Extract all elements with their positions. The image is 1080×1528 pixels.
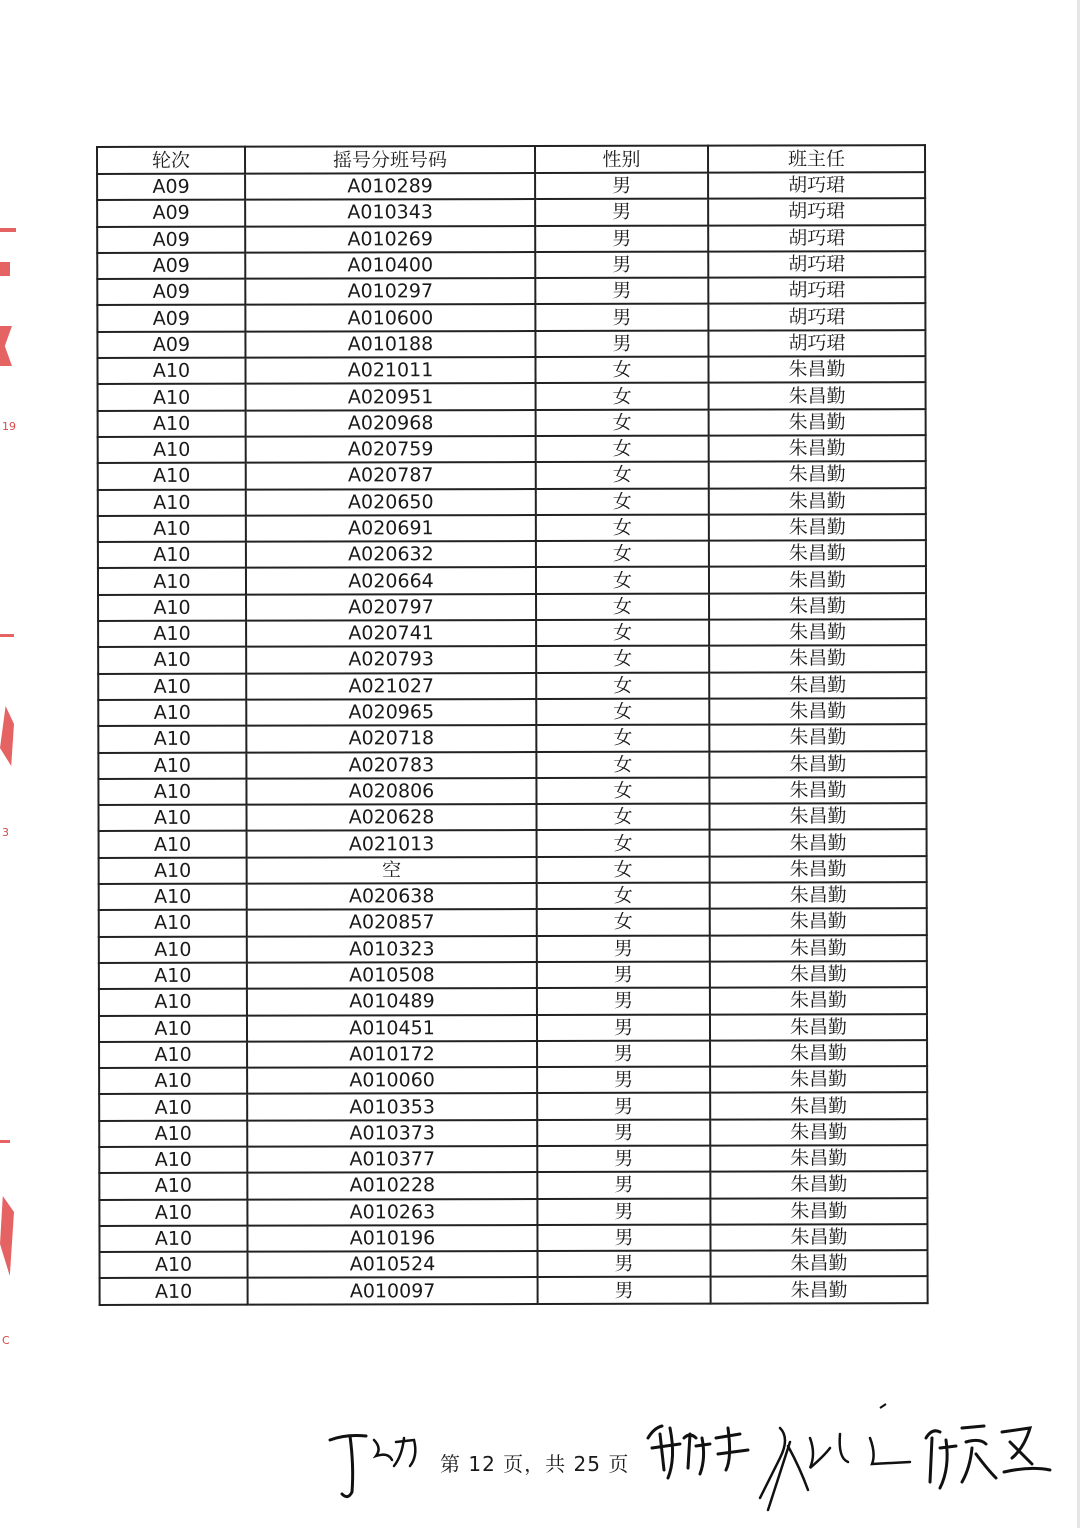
cell-round: A09 [97,226,245,253]
cell-round: A09 [97,174,245,201]
header-head-teacher: 班主任 [708,145,925,172]
table-row [99,908,927,936]
table-row [97,304,925,332]
cell-gender: 男 [537,1224,710,1251]
table-row [98,593,926,621]
cell-lottery-number: A010323 [247,936,537,963]
cell-head-teacher: 朱昌勤 [709,645,926,672]
seal-mark-text: 3 [2,826,9,839]
cell-head-teacher: 朱昌勤 [709,488,926,515]
cell-lottery-number: A020664 [246,567,536,594]
cell-gender: 男 [538,1277,711,1304]
table-row [98,698,926,726]
cell-round: A10 [99,1068,247,1095]
cell-head-teacher: 朱昌勤 [710,1171,927,1198]
cell-round: A10 [99,1120,247,1147]
cell-head-teacher: 胡巧珺 [708,277,925,304]
cell-gender: 女 [536,488,709,515]
cell-gender: 女 [535,357,708,384]
cell-lottery-number: A010489 [247,988,537,1015]
roster-table-wrapper [96,144,927,1306]
table-row [100,1250,928,1278]
cell-gender: 男 [535,199,708,226]
cell-round: A10 [98,489,246,516]
cell-gender: 女 [537,830,710,857]
cell-gender: 男 [537,988,710,1015]
table-row [98,645,926,673]
cell-head-teacher: 朱昌勤 [709,803,926,830]
page-number-footer: 第 12 页，共 25 页 [440,1452,630,1476]
cell-head-teacher: 朱昌勤 [710,1119,927,1146]
seal-fragment [0,326,12,366]
cell-head-teacher: 胡巧珺 [708,304,925,331]
cell-lottery-number: A020632 [246,541,536,568]
cell-gender: 男 [535,225,708,252]
table-row [97,330,925,358]
cell-head-teacher: 朱昌勤 [709,409,926,436]
table-row [99,882,927,910]
cell-gender: 女 [536,462,709,489]
table-row [98,751,926,779]
cell-round: A10 [98,463,246,490]
cell-head-teacher: 朱昌勤 [709,435,926,462]
cell-round: A10 [98,700,246,727]
cell-gender: 女 [536,514,709,541]
cell-head-teacher: 朱昌勤 [710,1040,927,1067]
cell-round: A10 [100,1278,248,1305]
cell-round: A10 [98,726,246,753]
cell-gender: 女 [536,751,709,778]
cell-round: A10 [99,831,247,858]
cell-lottery-number: A020691 [246,515,536,542]
table-body [97,172,928,1305]
cell-gender: 男 [538,1251,711,1278]
cell-round: A09 [97,200,245,227]
cell-round: A10 [99,1199,247,1226]
cell-gender: 女 [536,646,709,673]
cell-lottery-number: A010373 [247,1120,537,1147]
cell-lottery-number: A010289 [245,173,535,200]
cell-lottery-number: A020759 [246,436,536,463]
cell-round: A09 [97,331,245,358]
cell-head-teacher: 胡巧珺 [708,198,925,225]
cell-round: A10 [99,1015,247,1042]
cell-lottery-number: A020965 [246,699,536,726]
cell-gender: 女 [537,883,710,910]
cell-gender: 女 [536,436,709,463]
cell-gender: 男 [537,1067,710,1094]
cell-head-teacher: 朱昌勤 [710,882,927,909]
table-row [99,935,927,963]
cell-head-teacher: 朱昌勤 [709,540,926,567]
table-row [99,1119,927,1147]
seal-fragment [0,634,14,637]
cell-lottery-number: A020857 [247,909,537,936]
cell-gender: 男 [535,278,708,305]
table-row [98,382,926,410]
cell-head-teacher: 朱昌勤 [710,1198,927,1225]
cell-lottery-number: A010188 [245,331,535,358]
cell-gender: 女 [537,909,710,936]
table-row [98,567,926,595]
cell-round: A09 [97,253,245,280]
cell-round: A10 [98,594,246,621]
cell-round: A10 [98,384,246,411]
table-row [98,488,926,516]
cell-gender: 男 [537,1040,710,1067]
table-row [98,461,926,489]
cell-gender: 女 [536,672,709,699]
cell-lottery-number: A020718 [246,725,536,752]
cell-head-teacher: 朱昌勤 [710,1224,927,1251]
table-row [99,1066,927,1094]
cell-lottery-number: A020806 [246,778,536,805]
cell-head-teacher: 朱昌勤 [711,1250,928,1277]
cell-round: A10 [98,542,246,569]
table-row [98,540,926,568]
table-row [100,1277,928,1305]
cell-lottery-number: A020638 [247,883,537,910]
table-row [99,1040,927,1068]
cell-gender: 男 [535,173,708,200]
cell-head-teacher: 朱昌勤 [710,1066,927,1093]
cell-gender: 女 [536,804,709,831]
cell-gender: 男 [537,1146,710,1173]
table-row [98,672,926,700]
cell-lottery-number: A010353 [247,1093,537,1120]
cell-round: A10 [98,673,246,700]
table-row [99,1145,927,1173]
table-row [99,830,927,858]
class-assignment-table [96,144,929,1306]
cell-gender: 女 [536,409,709,436]
cell-gender: 女 [536,777,709,804]
table-row [97,277,925,305]
table-row [97,198,925,226]
cell-head-teacher: 朱昌勤 [709,672,926,699]
cell-head-teacher: 朱昌勤 [711,1277,928,1304]
cell-lottery-number: A010263 [247,1199,537,1226]
cell-gender: 男 [537,1014,710,1041]
cell-head-teacher: 朱昌勤 [710,987,927,1014]
cell-round: A10 [98,437,246,464]
cell-gender: 男 [537,935,710,962]
cell-lottery-number: A020968 [246,410,536,437]
cell-round: A10 [99,1094,247,1121]
cell-round: A10 [99,1041,247,1068]
cell-gender: 男 [537,1093,710,1120]
seal-mark-text: C [2,1334,10,1347]
cell-round: A10 [98,621,246,648]
cell-lottery-number: A020951 [246,383,536,410]
table-row [98,409,926,437]
cell-lottery-number: A010297 [245,278,535,305]
table-row [97,225,925,253]
table-row [99,856,927,884]
cell-gender: 男 [537,1198,710,1225]
cell-head-teacher: 胡巧珺 [708,225,925,252]
cell-gender: 男 [537,962,710,989]
table-row [99,1171,927,1199]
cell-lottery-number: A010343 [245,199,535,226]
cell-round: A10 [98,647,246,674]
cell-lottery-number: A010600 [245,304,535,331]
cell-round: A10 [98,410,246,437]
cell-lottery-number: A021027 [246,673,536,700]
table-row [99,987,927,1015]
cell-lottery-number: A010377 [247,1146,537,1173]
cell-head-teacher: 朱昌勤 [709,567,926,594]
cell-round: A10 [99,963,247,990]
cell-gender: 女 [537,856,710,883]
cell-lottery-number: A010060 [247,1067,537,1094]
cell-head-teacher: 朱昌勤 [710,935,927,962]
cell-lottery-number: A020797 [246,594,536,621]
cell-gender: 女 [536,620,709,647]
cell-lottery-number: A020793 [246,646,536,673]
cell-head-teacher: 朱昌勤 [710,908,927,935]
seal-fragment [0,1140,10,1143]
cell-lottery-number: A010097 [248,1277,538,1304]
cell-lottery-number: 空 [247,857,537,884]
header-round: 轮次 [97,147,245,174]
table-header-row [97,145,925,174]
cell-gender: 女 [536,383,709,410]
cell-round: A10 [99,936,247,963]
cell-round: A10 [99,1173,247,1200]
cell-head-teacher: 朱昌勤 [709,514,926,541]
cell-head-teacher: 胡巧珺 [708,172,925,199]
cell-gender: 女 [536,567,709,594]
table-row [99,1224,927,1252]
cell-round: A10 [99,884,247,911]
header-gender: 性别 [535,146,708,173]
cell-round: A10 [98,778,246,805]
cell-lottery-number: A020787 [246,462,536,489]
table-row [98,724,926,752]
cell-round: A10 [98,516,246,543]
cell-gender: 男 [535,252,708,279]
table-row [97,172,925,200]
cell-round: A10 [99,1226,247,1253]
cell-lottery-number: A010451 [247,1015,537,1042]
cell-gender: 女 [536,593,709,620]
cell-round: A10 [98,568,246,595]
cell-round: A10 [99,1147,247,1174]
cell-lottery-number: A010524 [248,1251,538,1278]
cell-round: A10 [98,805,246,832]
table-row [98,514,926,542]
cell-gender: 男 [537,1172,710,1199]
table-row [97,251,925,279]
cell-head-teacher: 朱昌勤 [709,461,926,488]
table-row [99,1198,927,1226]
seal-fragment [0,262,10,276]
cell-lottery-number: A020741 [246,620,536,647]
cell-head-teacher: 胡巧珺 [708,330,925,357]
cell-head-teacher: 朱昌勤 [709,593,926,620]
header-lottery-number: 摇号分班号码 [245,146,535,174]
cell-lottery-number: A020650 [246,489,536,516]
cell-round: A10 [99,910,247,937]
signature-right [640,1398,1060,1516]
cell-gender: 女 [536,541,709,568]
cell-lottery-number: A010508 [247,962,537,989]
cell-round: A10 [100,1252,248,1279]
cell-gender: 男 [535,304,708,331]
cell-head-teacher: 朱昌勤 [709,382,926,409]
cell-round: A10 [99,857,247,884]
table-row [99,1093,927,1121]
cell-gender: 男 [537,1119,710,1146]
cell-lottery-number: A010228 [247,1172,537,1199]
cell-round: A10 [97,358,245,385]
seal-mark-text: 19 [2,420,16,433]
table-row [98,619,926,647]
cell-head-teacher: 朱昌勤 [710,1014,927,1041]
cell-gender: 女 [536,725,709,752]
seal-fragment [0,228,16,232]
cell-head-teacher: 朱昌勤 [709,619,926,646]
cell-gender: 女 [536,699,709,726]
cell-round: A10 [98,752,246,779]
table-row [98,803,926,831]
table-row [99,1014,927,1042]
cell-lottery-number: A021011 [245,357,535,384]
table-row [98,435,926,463]
cell-head-teacher: 朱昌勤 [710,1093,927,1120]
cell-lottery-number: A010172 [247,1041,537,1068]
cell-head-teacher: 朱昌勤 [710,830,927,857]
table-row [98,777,926,805]
table-row [97,356,925,384]
cell-lottery-number: A020783 [246,752,536,779]
cell-lottery-number: A010269 [245,226,535,253]
table-row [99,961,927,989]
seal-fragment [0,706,14,766]
signature-left [326,1426,436,1502]
cell-head-teacher: 朱昌勤 [710,856,927,883]
cell-head-teacher: 胡巧珺 [708,251,925,278]
cell-head-teacher: 朱昌勤 [709,724,926,751]
cell-head-teacher: 朱昌勤 [709,751,926,778]
cell-lottery-number: A010400 [245,252,535,279]
cell-head-teacher: 朱昌勤 [710,961,927,988]
cell-lottery-number: A021013 [247,830,537,857]
cell-lottery-number: A020628 [246,804,536,831]
seal-fragment [0,1196,14,1276]
cell-head-teacher: 朱昌勤 [708,356,925,383]
cell-round: A10 [99,989,247,1016]
cell-head-teacher: 朱昌勤 [709,698,926,725]
cell-gender: 男 [535,330,708,357]
cell-head-teacher: 朱昌勤 [710,1145,927,1172]
cell-lottery-number: A010196 [247,1225,537,1252]
cell-head-teacher: 朱昌勤 [709,777,926,804]
cell-round: A09 [97,305,245,332]
cell-round: A09 [97,279,245,306]
